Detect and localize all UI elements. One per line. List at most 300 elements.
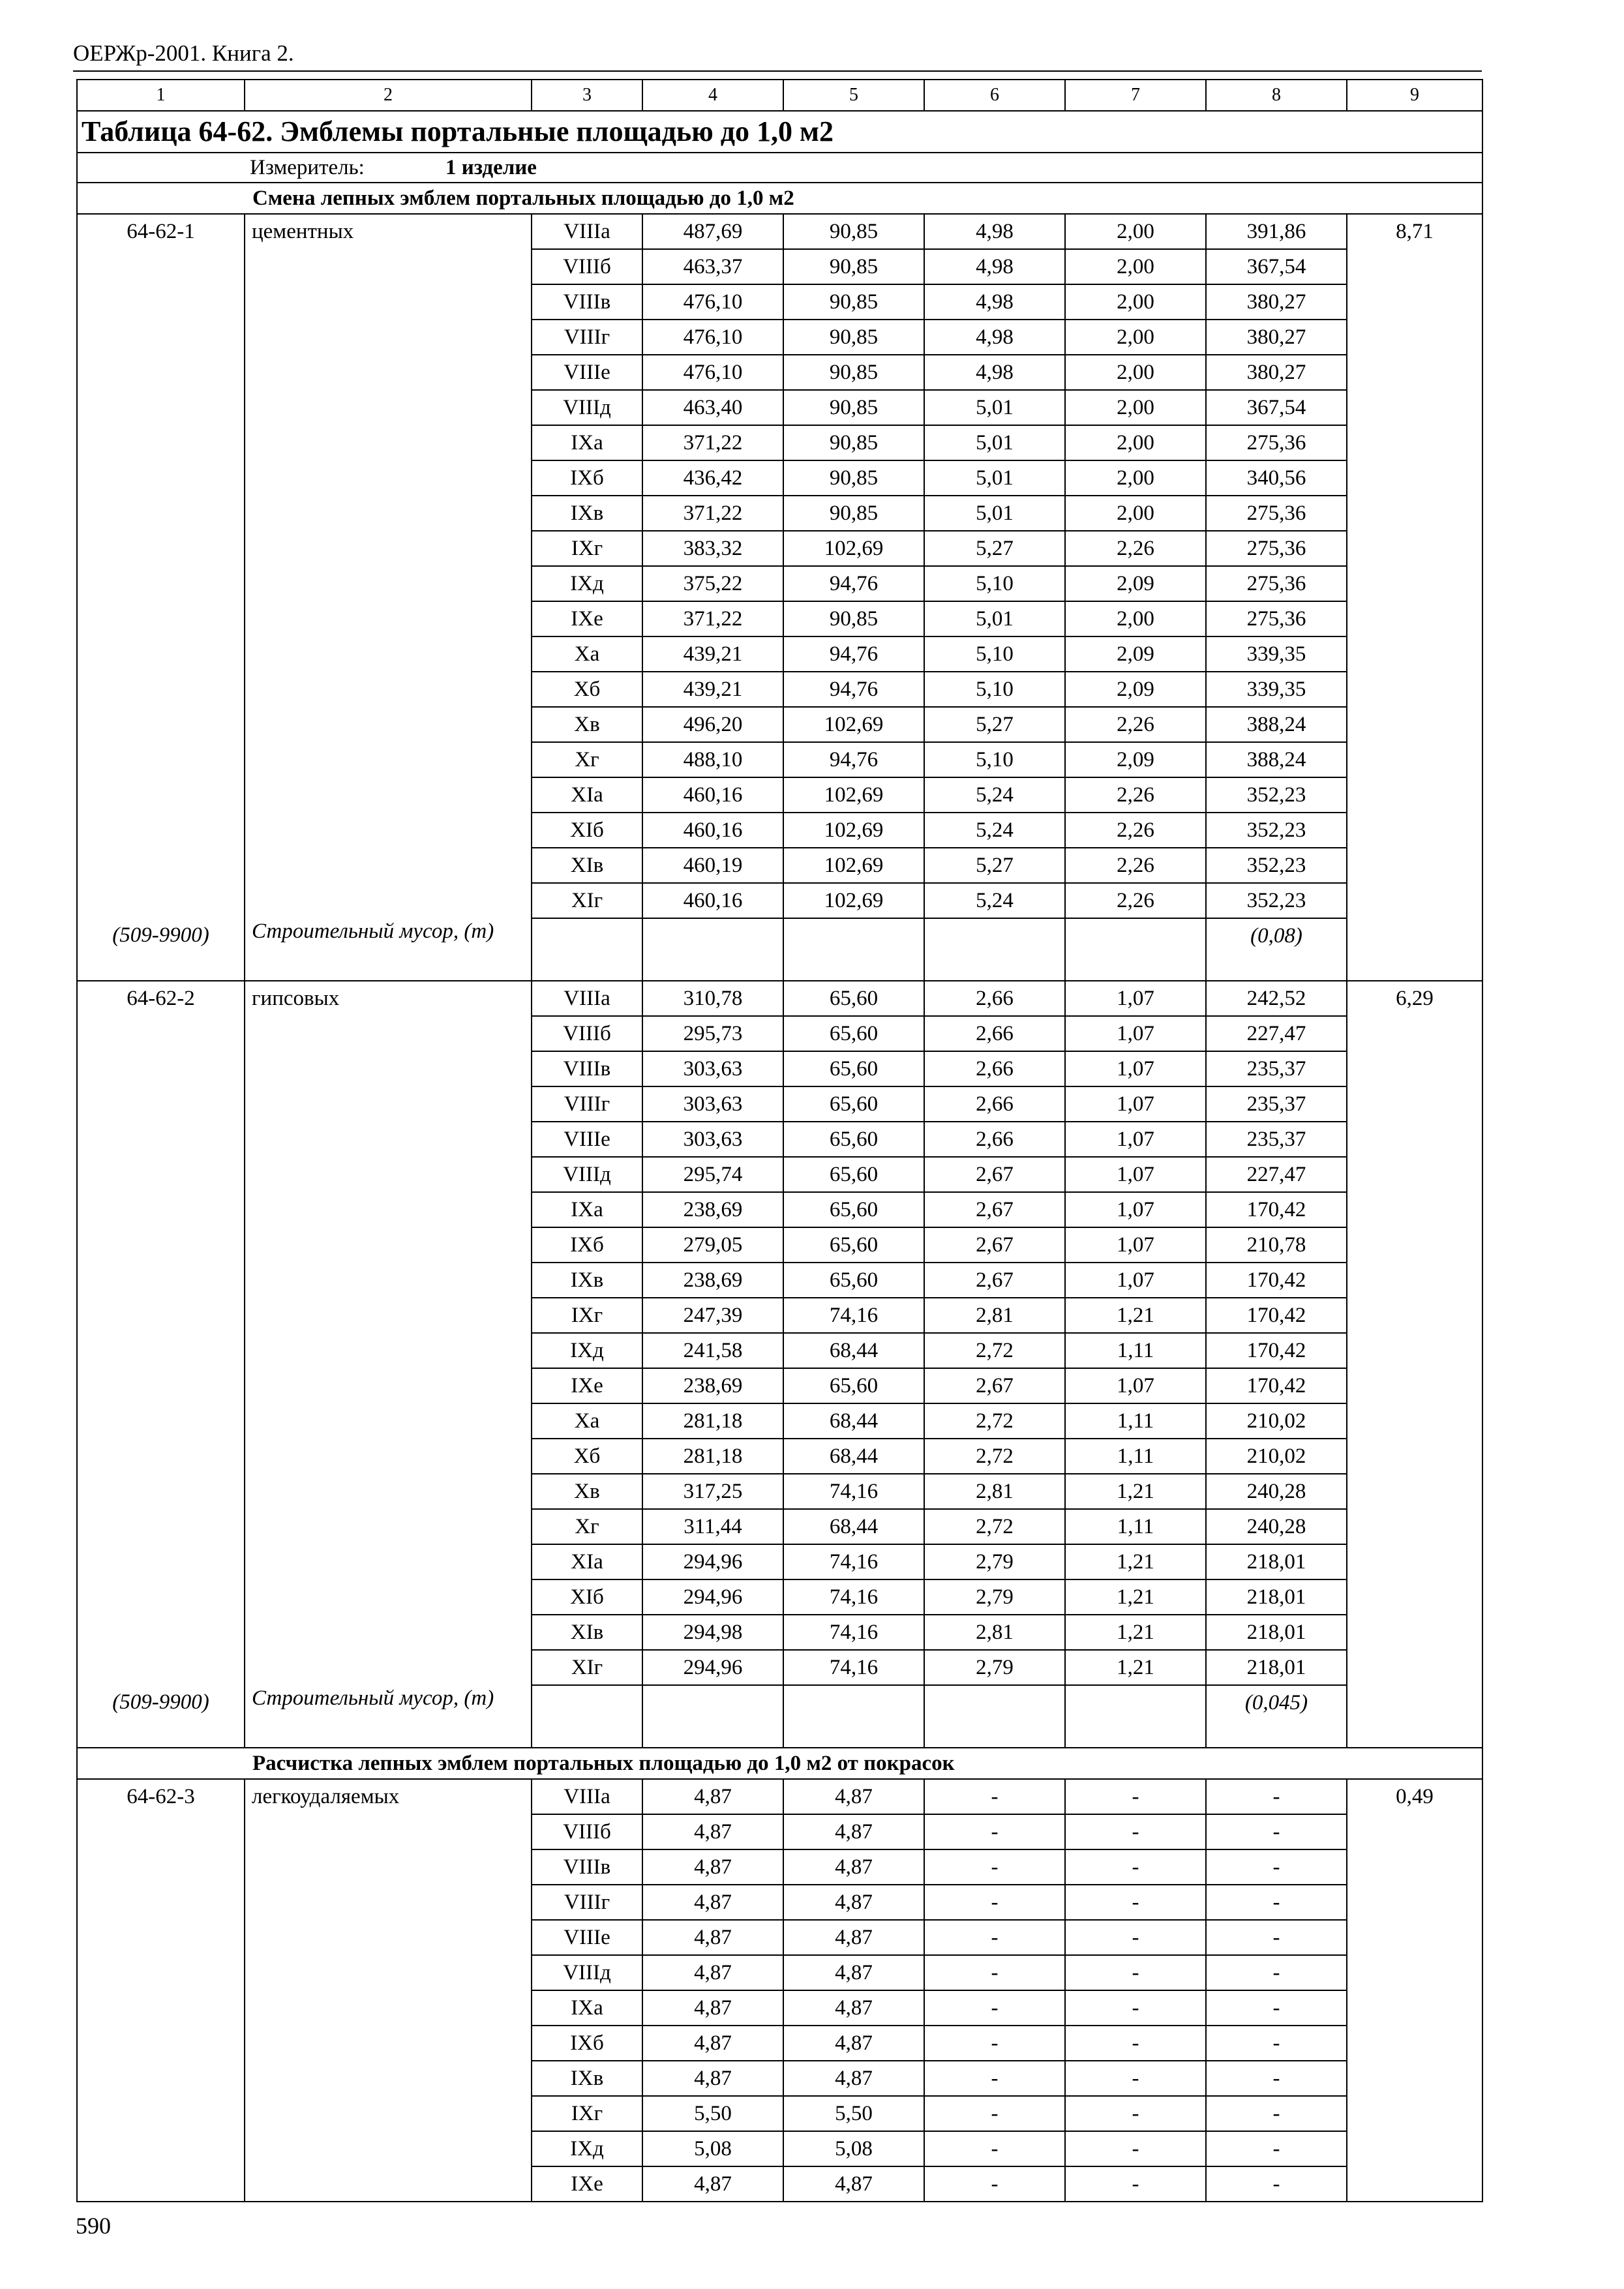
rate-name (245, 1509, 532, 1544)
rate-code: 64-62-1 (77, 214, 245, 249)
cell-col-4: 241,58 (642, 1333, 783, 1368)
table-row (77, 2026, 1482, 2061)
rate-code (77, 1298, 245, 1333)
cell-col-5: 102,69 (783, 707, 924, 742)
cell-col-9 (1347, 1849, 1482, 1885)
cell-col-4: 281,18 (642, 1439, 783, 1474)
rate-name (245, 2166, 532, 2202)
cell-col-6: 2,79 (924, 1650, 1065, 1685)
cell-col-6: 5,27 (924, 848, 1065, 883)
rate-code (77, 1051, 245, 1086)
measure-cell (77, 153, 1482, 183)
cell-col-8: 227,47 (1206, 1016, 1347, 1051)
cell-col-9: 0,49 (1347, 1779, 1482, 1814)
cell-col-6: 5,01 (924, 425, 1065, 460)
cell-col-8: 170,42 (1206, 1298, 1347, 1333)
rate-name (245, 1990, 532, 2026)
cell-col-6: 2,67 (924, 1227, 1065, 1263)
cell-col-4: 439,21 (642, 636, 783, 672)
cell-col-7 (1065, 918, 1206, 981)
cell-col-7: 2,09 (1065, 742, 1206, 777)
cell-col-3: IXб (532, 460, 642, 496)
cell-col-8: 210,02 (1206, 1403, 1347, 1439)
cell-col-6: - (924, 1990, 1065, 2026)
waste-row (77, 1685, 1482, 1748)
cell-col-5: 65,60 (783, 1157, 924, 1192)
cell-col-7: - (1065, 1885, 1206, 1920)
cell-col-7: 1,11 (1065, 1333, 1206, 1368)
rate-name (245, 2096, 532, 2131)
cell-col-5 (783, 918, 924, 981)
cell-col-3: IXд (532, 566, 642, 601)
cell-col-3: IXг (532, 2096, 642, 2131)
cell-col-4: 436,42 (642, 460, 783, 496)
cell-col-6: 2,67 (924, 1157, 1065, 1192)
column-number: 7 (1065, 80, 1206, 111)
cell-col-8: 210,78 (1206, 1227, 1347, 1263)
cell-col-7: - (1065, 1920, 1206, 1955)
header-rule (73, 70, 1482, 72)
cell-col-7: 1,07 (1065, 1086, 1206, 1122)
cell-col-6: 5,24 (924, 813, 1065, 848)
rate-name (245, 2026, 532, 2061)
cell-col-5: 74,16 (783, 1650, 924, 1685)
cell-col-8: 227,47 (1206, 1157, 1347, 1192)
cell-col-5: 90,85 (783, 320, 924, 355)
cell-col-3: VIIIг (532, 320, 642, 355)
cell-col-9 (1347, 1579, 1482, 1615)
rate-code (77, 1263, 245, 1298)
cell-col-9 (1347, 813, 1482, 848)
rate-code (77, 1579, 245, 1615)
cell-col-7: 2,26 (1065, 707, 1206, 742)
cell-col-7: 1,07 (1065, 1157, 1206, 1192)
table-row (77, 1263, 1482, 1298)
rates-table (76, 79, 1483, 2202)
table-row (77, 636, 1482, 672)
cell-col-6: 2,67 (924, 1192, 1065, 1227)
table-row (77, 566, 1482, 601)
cell-col-7: 2,09 (1065, 636, 1206, 672)
cell-col-8: 352,23 (1206, 883, 1347, 918)
rate-code (77, 1403, 245, 1439)
cell-col-3: XIв (532, 848, 642, 883)
rate-code (77, 1955, 245, 1990)
cell-col-7: 2,26 (1065, 531, 1206, 566)
cell-col-5: 74,16 (783, 1474, 924, 1509)
column-number: 5 (783, 80, 924, 111)
table-row (77, 1157, 1482, 1192)
table-row (77, 1615, 1482, 1650)
cell-col-3: VIIIд (532, 390, 642, 425)
rate-code (77, 2166, 245, 2202)
table-row (77, 1333, 1482, 1368)
cell-col-7: 2,26 (1065, 848, 1206, 883)
cell-col-9 (1347, 707, 1482, 742)
cell-col-6 (924, 1685, 1065, 1748)
cell-col-9 (1347, 531, 1482, 566)
table-row (77, 601, 1482, 636)
cell-col-4 (642, 918, 783, 981)
cell-col-7: 1,07 (1065, 1263, 1206, 1298)
rate-name (245, 1368, 532, 1403)
cell-col-8: 242,52 (1206, 981, 1347, 1016)
rate-code (77, 1474, 245, 1509)
cell-col-5: 90,85 (783, 355, 924, 390)
cell-col-7: 1,07 (1065, 1227, 1206, 1263)
table-row (77, 1779, 1482, 1814)
cell-col-5: 65,60 (783, 1192, 924, 1227)
cell-col-4: 496,20 (642, 707, 783, 742)
cell-col-9 (1347, 355, 1482, 390)
rate-code (77, 2061, 245, 2096)
cell-col-9 (1347, 1920, 1482, 1955)
cell-col-8: 391,86 (1206, 214, 1347, 249)
cell-col-8: - (1206, 1990, 1347, 2026)
cell-col-5: 102,69 (783, 777, 924, 813)
cell-col-7: - (1065, 2026, 1206, 2061)
cell-col-7: - (1065, 1990, 1206, 2026)
rate-code (77, 636, 245, 672)
cell-col-6: 2,66 (924, 981, 1065, 1016)
rate-code (77, 531, 245, 566)
cell-col-8: - (1206, 2061, 1347, 2096)
cell-col-6: 5,01 (924, 460, 1065, 496)
measure-value: 1 изделие (445, 156, 537, 179)
cell-col-9 (1347, 1333, 1482, 1368)
table-row (77, 1814, 1482, 1849)
cell-col-4: 383,32 (642, 531, 783, 566)
cell-col-9 (1347, 284, 1482, 320)
cell-col-3: Xв (532, 1474, 642, 1509)
cell-col-8: 218,01 (1206, 1650, 1347, 1685)
cell-col-9 (1347, 1403, 1482, 1439)
cell-col-3: XIб (532, 813, 642, 848)
column-number: 3 (532, 80, 642, 111)
rate-name (245, 707, 532, 742)
cell-col-8: 380,27 (1206, 355, 1347, 390)
measure-row (77, 153, 1482, 183)
cell-col-9 (1347, 566, 1482, 601)
cell-col-3: VIIIв (532, 284, 642, 320)
table-row (77, 1474, 1482, 1509)
column-number: 8 (1206, 80, 1347, 111)
rate-code (77, 1333, 245, 1368)
cell-col-4: 281,18 (642, 1403, 783, 1439)
cell-col-6: 2,79 (924, 1544, 1065, 1579)
cell-col-9 (1347, 496, 1482, 531)
rate-code (77, 813, 245, 848)
table-row (77, 1885, 1482, 1920)
cell-col-3: XIa (532, 777, 642, 813)
cell-col-3: IXa (532, 1990, 642, 2026)
table-body (77, 80, 1482, 2202)
section-heading: Расчистка лепных эмблем портальных площадью до 1,0 м2 от покрасок (77, 1748, 1482, 1779)
cell-col-3: IXв (532, 2061, 642, 2096)
cell-col-5: 65,60 (783, 1227, 924, 1263)
cell-col-4: 476,10 (642, 355, 783, 390)
cell-col-6: - (924, 1920, 1065, 1955)
cell-col-4: 303,63 (642, 1051, 783, 1086)
cell-col-4: 294,98 (642, 1615, 783, 1650)
cell-col-6: 2,81 (924, 1474, 1065, 1509)
cell-col-9 (1347, 1016, 1482, 1051)
cell-col-9 (1347, 1509, 1482, 1544)
rate-name (245, 1439, 532, 1474)
cell-col-8: 170,42 (1206, 1192, 1347, 1227)
section-heading-row (77, 183, 1482, 214)
table-row (77, 460, 1482, 496)
rate-code (77, 1016, 245, 1051)
rate-code (77, 566, 245, 601)
cell-col-9 (1347, 742, 1482, 777)
table-row (77, 1403, 1482, 1439)
cell-col-9 (1347, 1157, 1482, 1192)
cell-col-6: 2,67 (924, 1368, 1065, 1403)
cell-col-5: 74,16 (783, 1298, 924, 1333)
cell-col-8: 235,37 (1206, 1122, 1347, 1157)
cell-col-7: 1,21 (1065, 1298, 1206, 1333)
rate-name (245, 777, 532, 813)
cell-col-4: 460,19 (642, 848, 783, 883)
cell-col-9 (1347, 1439, 1482, 1474)
cell-col-5: 90,85 (783, 214, 924, 249)
cell-col-3: VIIIб (532, 249, 642, 284)
cell-col-5 (783, 1685, 924, 1748)
rate-code (77, 742, 245, 777)
cell-col-5: 102,69 (783, 531, 924, 566)
cell-col-6: 5,24 (924, 777, 1065, 813)
cell-col-9 (1347, 2026, 1482, 2061)
cell-col-4: 371,22 (642, 496, 783, 531)
cell-col-8: 367,54 (1206, 390, 1347, 425)
rate-name (245, 566, 532, 601)
cell-col-8: - (1206, 1779, 1347, 1814)
cell-col-7: - (1065, 2061, 1206, 2096)
table-row (77, 1439, 1482, 1474)
waste-name: Строительный мусор, (т) (245, 918, 532, 981)
cell-col-5: 90,85 (783, 284, 924, 320)
cell-col-4: 247,39 (642, 1298, 783, 1333)
cell-col-3 (532, 918, 642, 981)
cell-col-7: 2,26 (1065, 883, 1206, 918)
cell-col-8: - (1206, 2166, 1347, 2202)
table-row (77, 1920, 1482, 1955)
cell-col-4: 294,96 (642, 1544, 783, 1579)
rate-name: цементных (245, 214, 532, 249)
cell-col-9 (1347, 249, 1482, 284)
cell-col-3: IXе (532, 2166, 642, 2202)
cell-col-6: 5,10 (924, 672, 1065, 707)
rate-name (245, 1157, 532, 1192)
cell-col-8: 388,24 (1206, 742, 1347, 777)
rate-name (245, 1885, 532, 1920)
cell-col-3: IXa (532, 425, 642, 460)
rate-name (245, 1227, 532, 1263)
table-row (77, 496, 1482, 531)
cell-col-3: VIIIе (532, 355, 642, 390)
cell-col-4: 476,10 (642, 320, 783, 355)
cell-col-5: 4,87 (783, 2061, 924, 2096)
cell-col-3: IXв (532, 496, 642, 531)
cell-col-6: - (924, 2026, 1065, 2061)
cell-col-5: 4,87 (783, 1990, 924, 2026)
table-row (77, 1544, 1482, 1579)
cell-col-5: 68,44 (783, 1439, 924, 1474)
cell-col-3: VIIIб (532, 1016, 642, 1051)
cell-col-3: Xб (532, 1439, 642, 1474)
cell-col-6: 2,66 (924, 1122, 1065, 1157)
cell-col-8: - (1206, 1849, 1347, 1885)
cell-col-3: Xг (532, 1509, 642, 1544)
cell-col-6: 2,72 (924, 1509, 1065, 1544)
rate-name (245, 1849, 532, 1885)
cell-col-5: 94,76 (783, 672, 924, 707)
table-row (77, 355, 1482, 390)
cell-col-9 (1347, 672, 1482, 707)
rate-code (77, 2096, 245, 2131)
cell-col-6: 4,98 (924, 320, 1065, 355)
waste-name: Строительный мусор, (т) (245, 1685, 532, 1748)
cell-col-5: 74,16 (783, 1579, 924, 1615)
rate-name (245, 1298, 532, 1333)
rate-name (245, 1920, 532, 1955)
cell-col-8: 340,56 (1206, 460, 1347, 496)
cell-col-5: 5,08 (783, 2131, 924, 2166)
cell-col-9 (1347, 1474, 1482, 1509)
cell-col-8: 240,28 (1206, 1509, 1347, 1544)
cell-col-3: VIIIв (532, 1849, 642, 1885)
cell-col-3: Xa (532, 1403, 642, 1439)
cell-col-5: 4,87 (783, 1779, 924, 1814)
rate-code (77, 1544, 245, 1579)
cell-col-5: 74,16 (783, 1615, 924, 1650)
cell-col-4: 295,73 (642, 1016, 783, 1051)
rate-code (77, 1615, 245, 1650)
cell-col-6: 5,27 (924, 531, 1065, 566)
table-row (77, 1509, 1482, 1544)
cell-col-9 (1347, 1685, 1482, 1748)
cell-col-7: 1,07 (1065, 1122, 1206, 1157)
cell-col-3: IXв (532, 1263, 642, 1298)
measure-label: Измеритель: (250, 156, 365, 179)
cell-col-7: 1,07 (1065, 1192, 1206, 1227)
cell-col-7: - (1065, 2131, 1206, 2166)
cell-col-7: 1,07 (1065, 1051, 1206, 1086)
table-row (77, 981, 1482, 1016)
cell-col-3: IXa (532, 1192, 642, 1227)
cell-col-3: XIг (532, 883, 642, 918)
rate-code (77, 1368, 245, 1403)
cell-col-9 (1347, 390, 1482, 425)
cell-col-6: 2,67 (924, 1263, 1065, 1298)
rate-code (77, 390, 245, 425)
table-row (77, 249, 1482, 284)
cell-col-3: XIв (532, 1615, 642, 1650)
cell-col-3: XIб (532, 1579, 642, 1615)
cell-col-4: 238,69 (642, 1192, 783, 1227)
cell-col-3: IXд (532, 1333, 642, 1368)
cell-col-4: 4,87 (642, 2061, 783, 2096)
rate-code (77, 496, 245, 531)
table-row (77, 1955, 1482, 1990)
cell-col-9: 6,29 (1347, 981, 1482, 1016)
cell-col-4: 4,87 (642, 2166, 783, 2202)
table-row (77, 531, 1482, 566)
cell-col-7: 1,11 (1065, 1509, 1206, 1544)
cell-col-3: IXг (532, 531, 642, 566)
cell-col-7: - (1065, 1849, 1206, 1885)
cell-col-7: 1,07 (1065, 981, 1206, 1016)
cell-col-8: - (1206, 2131, 1347, 2166)
table-row (77, 1051, 1482, 1086)
cell-col-9 (1347, 425, 1482, 460)
cell-col-3: IXб (532, 2026, 642, 2061)
cell-col-5: 74,16 (783, 1544, 924, 1579)
cell-col-7: 2,00 (1065, 425, 1206, 460)
cell-col-5: 4,87 (783, 1885, 924, 1920)
cell-col-7: 2,00 (1065, 460, 1206, 496)
rate-code (77, 320, 245, 355)
cell-col-8: 240,28 (1206, 1474, 1347, 1509)
cell-col-7: 1,21 (1065, 1474, 1206, 1509)
cell-col-3: IXе (532, 1368, 642, 1403)
cell-col-3: VIIIд (532, 1955, 642, 1990)
table-row (77, 284, 1482, 320)
table-title: Таблица 64-62. Эмблемы портальные площадью до 1,0 м2 (77, 111, 1482, 153)
cell-col-6: 4,98 (924, 355, 1065, 390)
cell-col-6: 2,72 (924, 1439, 1065, 1474)
cell-col-8: - (1206, 2096, 1347, 2131)
table-row (77, 883, 1482, 918)
cell-col-8: 235,37 (1206, 1086, 1347, 1122)
cell-col-5: 65,60 (783, 1368, 924, 1403)
rate-name (245, 320, 532, 355)
cell-col-9 (1347, 1650, 1482, 1685)
table-title-row (77, 111, 1482, 153)
rate-code (77, 848, 245, 883)
cell-col-6: 2,66 (924, 1016, 1065, 1051)
cell-col-5: 4,87 (783, 1849, 924, 1885)
cell-col-9 (1347, 1263, 1482, 1298)
cell-col-9 (1347, 883, 1482, 918)
cell-col-6: - (924, 2061, 1065, 2096)
cell-col-9 (1347, 2096, 1482, 2131)
cell-col-5: 90,85 (783, 496, 924, 531)
rate-code (77, 1650, 245, 1685)
rate-code (77, 2131, 245, 2166)
column-number: 9 (1347, 80, 1482, 111)
rate-name (245, 390, 532, 425)
cell-col-3: XIг (532, 1650, 642, 1685)
cell-col-5: 94,76 (783, 742, 924, 777)
cell-col-4: 487,69 (642, 214, 783, 249)
rate-code: 64-62-2 (77, 981, 245, 1016)
table-row (77, 1990, 1482, 2026)
cell-col-4: 4,87 (642, 1779, 783, 1814)
cell-col-9 (1347, 1122, 1482, 1157)
cell-col-4: 4,87 (642, 2026, 783, 2061)
table-row (77, 1650, 1482, 1685)
table-row (77, 777, 1482, 813)
cell-col-4: 303,63 (642, 1086, 783, 1122)
rate-code (77, 425, 245, 460)
cell-col-6: 5,10 (924, 636, 1065, 672)
rate-code (77, 1157, 245, 1192)
table-row (77, 707, 1482, 742)
cell-col-5: 65,60 (783, 1086, 924, 1122)
cell-col-8: 339,35 (1206, 636, 1347, 672)
